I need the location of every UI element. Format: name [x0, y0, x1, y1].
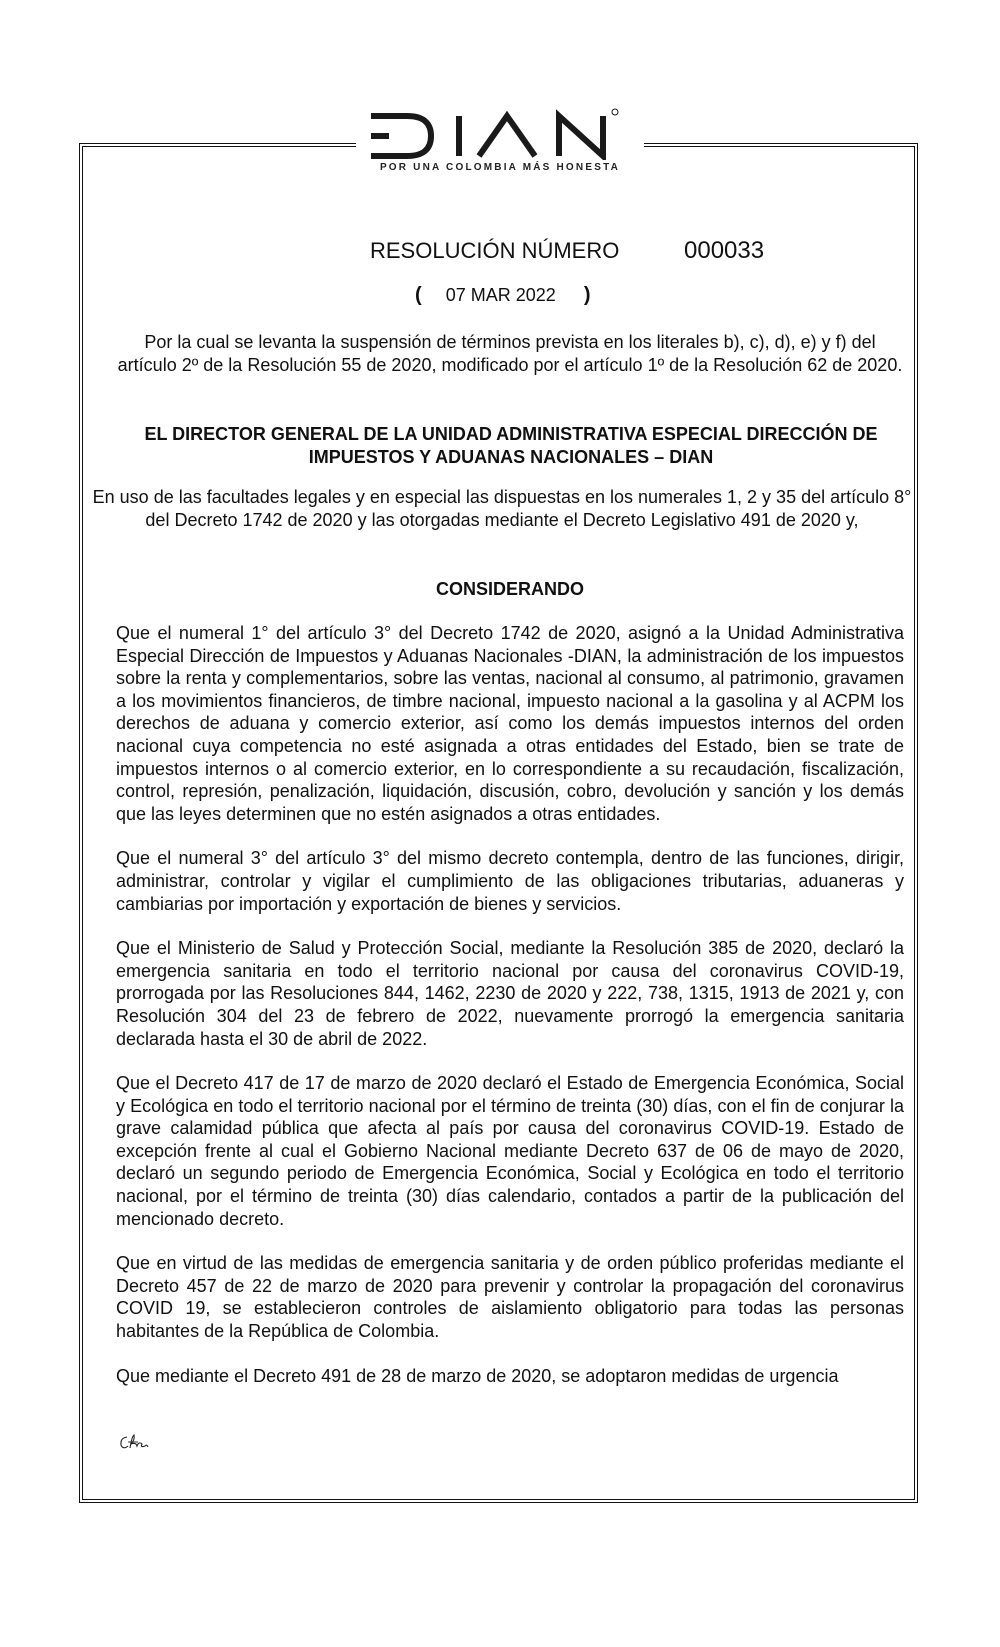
consideration-paragraph-6: Que mediante el Decreto 491 de 28 de marzo de 2020, se adoptaron medidas de urgencia	[116, 1365, 839, 1386]
legal-faculties: En uso de las facultades legales y en especial las dispuestas en los numerales 1, 2 y 35 del artículo 8° del Decreto 1742 de 2020 y las otorgadas mediante el Decreto Legislativo 491 de 2020 y,	[92, 487, 912, 530]
consideration-paragraph-1: Que el numeral 1° del artículo 3° del Decreto 1742 de 2020, asignó a la Unidad Administrativa Especial Dirección de Impuestos y Aduanas Nacionales -DIAN, la administración de los impuestos sobre la renta y complementarios, sobre las ventas, nacional al consumo, al patrimonio, gravamen a los movimientos financieros, de timbre nacional, impuesto nacional a la gasolina y al ACPM los derechos de aduana y comercio exterior, así como los demás impuestos internos del orden nacional cuya competencia no esté asignada a otras entidades del Estado, bien se trate de impuestos internos o al comercio exterior, en lo correspondiente a su recaudación, fiscalización, control, represión, penalización, liquidación, discusión, cobro, devolución y sanción y los demás que las leyes determinen que no estén asignados a otras entidades.	[116, 623, 904, 824]
issuing-authority: EL DIRECTOR GENERAL DE LA UNIDAD ADMINISTRATIVA ESPECIAL DIRECCIÓN DE IMPUESTOS Y ADUANAS NACIONALES – DIAN	[144, 424, 878, 467]
resolution-date-line	[415, 284, 590, 307]
resolution-number: 000033	[684, 237, 765, 264]
resolution-title: RESOLUCIÓN NÚMERO	[370, 238, 620, 263]
logo-tagline: POR UNA COLOMBIA MÁS HONESTA	[379, 162, 621, 173]
consideration-paragraph-3: Que el Ministerio de Salud y Protección Social, mediante la Resolución 385 de 2020, declaró la emergencia sanitaria en todo el territorio nacional por causa del coronavirus COVID-19, prorrogada por las Resoluciones 844, 1462, 2230 de 2020 y 222, 738, 1315, 1913 de 2021 y, con Resolución 304 del 23 de febrero de 2022, nuevamente prorrogó la emergencia sanitaria declarada hasta el 30 de abril de 2022.	[116, 938, 904, 1049]
open-parenthesis: (	[415, 284, 422, 306]
resolution-date: 07 MAR 2022	[445, 285, 556, 305]
faculties-block	[92, 486, 912, 531]
summary-block	[116, 331, 904, 376]
considering-heading: CONSIDERANDO	[435, 579, 584, 599]
resolution-summary: Por la cual se levanta la suspensión de términos prevista en los literales b), c), d), e) y f) del artículo 2º de la Resolución 55 de 2020, modificado por el artículo 1º de la Resolución 62 de 2020.	[117, 332, 903, 375]
dian-wordmark-logo	[365, 104, 635, 160]
considerations-body	[116, 622, 904, 1387]
considering-heading-block	[116, 578, 904, 601]
reviewer-initials-signature	[118, 1432, 150, 1459]
consideration-paragraph-4: Que el Decreto 417 de 17 de marzo de 2020 declaró el Estado de Emergencia Económica, Social y Ecológica en todo el territorio nacional por el término de treinta (30) días, con el fin de conjurar la grave calamidad pública que afecta al país por causa del coronavirus COVID-19. Estado de excepción frente al cual el Gobierno Nacional mediante Decreto 637 de 06 de mayo de 2020, declaró un segundo periodo de Emergencia Económica, Social y Ecológica en todo el territorio nacional, por el término de treinta (30) días calendario, contados a partir de la publicación del mencionado decreto.	[116, 1073, 904, 1229]
consideration-paragraph-5: Que en virtud de las medidas de emergencia sanitaria y de orden público proferidas mediante el Decreto 457 de 22 de marzo de 2020 para prevenir y controlar la propagación del coronavirus COVID 19, se establecieron controles de aislamiento obligatorio para todas las personas habitantes de la República de Colombia.	[116, 1253, 904, 1342]
authority-block	[116, 423, 906, 468]
close-parenthesis: )	[583, 284, 591, 306]
dian-logo	[356, 104, 644, 184]
handwritten-initials-icon	[118, 1432, 150, 1454]
consideration-paragraph-2: Que el numeral 3° del artículo 3° del mismo decreto contempla, dentro de las funciones, dirigir, administrar, controlar y vigilar el cumplimiento de las obligaciones tributarias, aduaneras y cambiarias por importación y exportación de bienes y servicios.	[116, 848, 904, 914]
